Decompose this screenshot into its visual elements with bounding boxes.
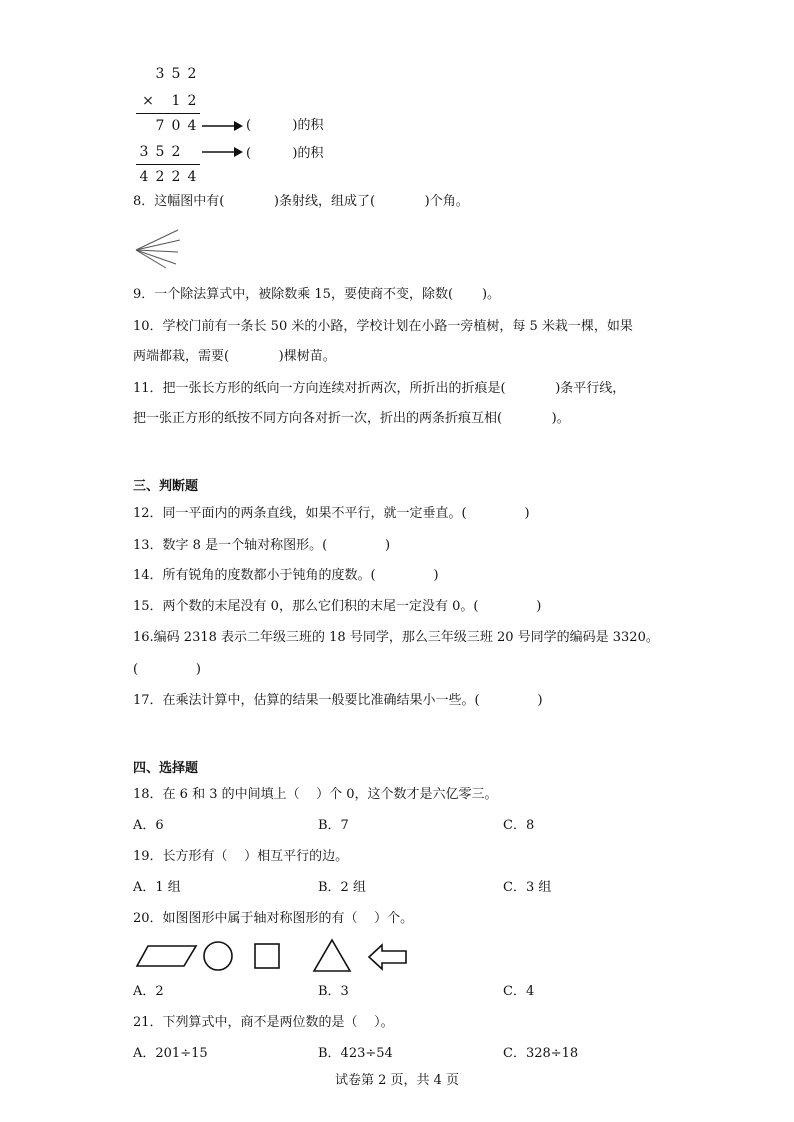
- question-13: 13．数字 8 是一个轴对称图形。( ): [133, 538, 391, 553]
- question-17: 17．在乘法计算中，估算的结果一般要比准确结果小一些。( ): [133, 693, 543, 708]
- option-b[interactable]: B．3: [318, 984, 349, 999]
- option-a[interactable]: A．1 组: [133, 880, 181, 895]
- option-a[interactable]: A．2: [133, 984, 164, 999]
- divider-line: [136, 113, 200, 114]
- question-19: 19．长方形有（ ）相互平行的边。: [133, 849, 349, 864]
- digit: 4: [187, 118, 197, 134]
- question-12: 12．同一平面内的两条直线，如果不平行，就一定垂直。( ): [133, 506, 530, 521]
- question-16-line-2: ( ): [133, 662, 201, 677]
- question-21: 21．下列算式中，商不是两位数的是（ ）。: [133, 1015, 394, 1030]
- arrow-right-icon: [200, 118, 244, 134]
- digit: 0: [171, 118, 181, 134]
- question-10-line-2: 两端都栽，需要( )棵树苗。: [133, 349, 336, 364]
- triangle-icon: [312, 938, 352, 974]
- square-icon: [253, 942, 281, 970]
- product-label-2: ( )的积: [246, 146, 324, 161]
- question-9: 9．一个除法算式中，被除数乘 15，要使商不变，除数( )。: [133, 287, 501, 302]
- section-title-judgement: 三、判断题: [133, 479, 199, 494]
- option-b[interactable]: B．2 组: [318, 880, 366, 895]
- option-b[interactable]: B．423÷54: [318, 1046, 393, 1061]
- digit: 2: [187, 66, 197, 82]
- option-a[interactable]: A．6: [133, 818, 164, 833]
- divider-line: [136, 164, 200, 165]
- question-15: 15．两个数的末尾没有 0，那么它们积的末尾一定没有 0。( ): [133, 599, 542, 614]
- digit: 5: [171, 66, 181, 82]
- question-8: 8．这幅图中有( )条射线，组成了( )个角。: [133, 194, 469, 209]
- digit: 3: [155, 66, 165, 82]
- digit: 4: [139, 169, 149, 185]
- digit: 4: [187, 169, 197, 185]
- section-title-choice: 四、选择题: [133, 761, 199, 776]
- arrow-right-icon: [200, 144, 244, 160]
- digit: 5: [155, 144, 165, 160]
- question-20: 20．如图图形中属于轴对称图形的有（ ）个。: [133, 911, 414, 926]
- digit: 2: [187, 93, 197, 109]
- multiply-sign: ×: [142, 93, 154, 109]
- digit: 2: [171, 169, 181, 185]
- digit: 7: [155, 118, 165, 134]
- option-b[interactable]: B．7: [318, 818, 349, 833]
- option-c[interactable]: C．4: [503, 984, 535, 999]
- question-11-line-1: 11．把一张长方形的纸向一方向连续对折两次，所折出的折痕是( )条平行线，: [133, 381, 626, 396]
- question-18: 18．在 6 和 3 的中间填上（ ）个 0，这个数才是六亿零三。: [133, 787, 498, 802]
- option-c[interactable]: C．8: [503, 818, 535, 833]
- option-a[interactable]: A．201÷15: [133, 1046, 208, 1061]
- digit: 2: [155, 169, 165, 185]
- option-c[interactable]: C．328÷18: [503, 1046, 579, 1061]
- option-c[interactable]: C．3 组: [503, 880, 552, 895]
- product-label-1: ( )的积: [246, 118, 324, 133]
- question-16-line-1: 16.编码 2318 表示二年级三班的 18 号同学，那么三年级三班 20 号同学的编码是 3320。: [133, 630, 659, 645]
- question-10-line-1: 10．学校门前有一条长 50 米的小路，学校计划在小路一旁植树，每 5 米栽一棵，如果: [133, 319, 633, 334]
- question-11-line-2: 把一张正方形的纸按不同方向各对折一次，折出的两条折痕互相( )。: [133, 411, 570, 426]
- rays-figure: [132, 228, 184, 268]
- digit: 3: [139, 144, 149, 160]
- parallelogram-icon: [136, 942, 198, 970]
- circle-icon: [202, 940, 234, 972]
- digit: 1: [171, 93, 181, 109]
- digit: 2: [171, 144, 181, 160]
- arrow-left-icon: [367, 942, 409, 972]
- question-14: 14．所有锐角的度数都小于钝角的度数。( ): [133, 568, 439, 583]
- page-footer: 试卷第 2 页，共 4 页: [334, 1073, 460, 1088]
